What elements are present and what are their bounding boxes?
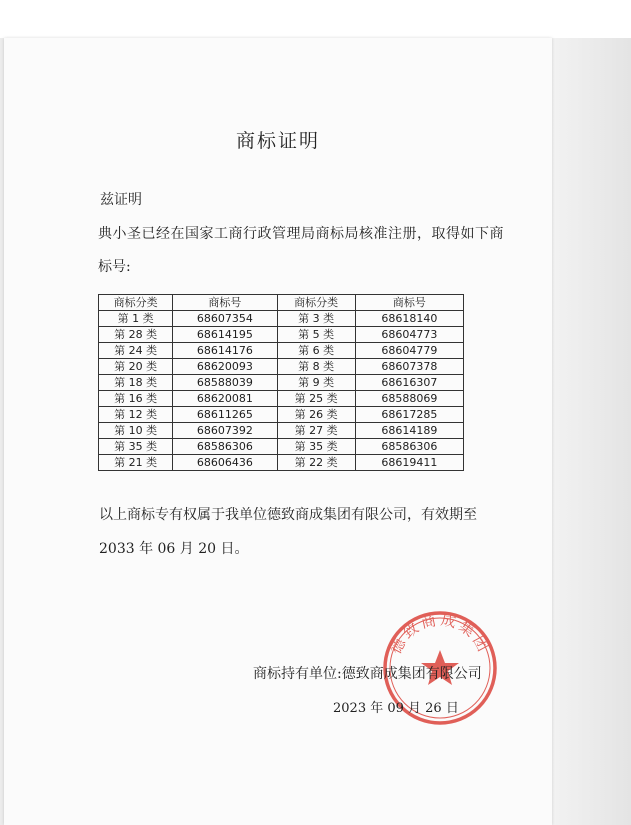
ownership-text-line-1: 以上商标专有权属于我单位德致商成集团有限公司，有效期至	[99, 507, 477, 523]
body-text-line-1: 典小圣已经在国家工商行政管理局商标局核准注册，取得如下商	[98, 226, 504, 242]
hereby-text: 兹证明	[100, 192, 142, 208]
table-body	[99, 311, 464, 471]
table-row	[99, 407, 464, 423]
table-cell: 第 3 类	[277, 311, 355, 327]
table-cell: 68607392	[173, 423, 277, 439]
table-cell: 第 28 类	[99, 327, 173, 343]
scan-edge	[552, 38, 631, 825]
table-row	[99, 375, 464, 391]
seal-text: 德致商成集团	[386, 610, 494, 658]
table-cell: 第 12 类	[99, 407, 173, 423]
table-cell: 第 22 类	[277, 455, 355, 471]
page-title: 商标证明	[235, 130, 320, 152]
table-cell: 第 21 类	[99, 455, 173, 471]
table-cell: 68611265	[173, 407, 277, 423]
table-cell: 68586306	[173, 439, 277, 455]
table-cell: 第 35 类	[277, 439, 355, 455]
table-cell: 68618140	[355, 311, 463, 327]
table-header-cell: 商标分类	[277, 295, 355, 311]
table-cell: 68588039	[173, 375, 277, 391]
table-cell: 第 8 类	[277, 359, 355, 375]
table-cell: 第 20 类	[99, 359, 173, 375]
table-cell: 68607354	[173, 311, 277, 327]
table-cell: 第 18 类	[99, 375, 173, 391]
table-row	[99, 359, 464, 375]
issue-date: 2023 年 09 月 26 日	[333, 701, 459, 716]
table-cell: 68604773	[355, 327, 463, 343]
table-cell: 68619411	[355, 455, 463, 471]
ownership-text-line-2: 2033 年 06 月 20 日。	[99, 541, 249, 557]
table-header-cell: 商标号	[173, 295, 277, 311]
table-cell: 第 27 类	[277, 423, 355, 439]
table-cell: 68614189	[355, 423, 463, 439]
table-header-cell: 商标号	[355, 295, 463, 311]
table-cell: 第 26 类	[277, 407, 355, 423]
table-cell: 第 9 类	[277, 375, 355, 391]
table-row	[99, 423, 464, 439]
table-cell: 第 6 类	[277, 343, 355, 359]
table-cell: 第 1 类	[99, 311, 173, 327]
table-cell: 68588069	[355, 391, 463, 407]
table-cell: 68620081	[173, 391, 277, 407]
table-cell: 68606436	[173, 455, 277, 471]
table-cell: 第 5 类	[277, 327, 355, 343]
table-cell: 68604779	[355, 343, 463, 359]
table-header-row	[99, 295, 464, 311]
table-cell: 第 24 类	[99, 343, 173, 359]
table-cell: 68620093	[173, 359, 277, 375]
table-row	[99, 391, 464, 407]
table-cell: 第 25 类	[277, 391, 355, 407]
table-cell: 68607378	[355, 359, 463, 375]
table-cell: 68617285	[355, 407, 463, 423]
table-row	[99, 311, 464, 327]
body-text-line-2: 标号:	[98, 259, 131, 275]
table-row	[99, 343, 464, 359]
table-cell: 68614195	[173, 327, 277, 343]
table-cell: 第 10 类	[99, 423, 173, 439]
table-cell: 68586306	[355, 439, 463, 455]
table-cell: 68614176	[173, 343, 277, 359]
table-row	[99, 455, 464, 471]
trademark-table	[98, 294, 464, 471]
table-cell: 68616307	[355, 375, 463, 391]
table-row	[99, 439, 464, 455]
holder-line: 商标持有单位:德致商成集团有限公司	[253, 666, 482, 682]
top-margin	[0, 0, 631, 38]
document-page	[4, 38, 552, 825]
table-cell: 第 16 类	[99, 391, 173, 407]
table-header-cell: 商标分类	[99, 295, 173, 311]
table-row	[99, 327, 464, 343]
table-cell: 第 35 类	[99, 439, 173, 455]
